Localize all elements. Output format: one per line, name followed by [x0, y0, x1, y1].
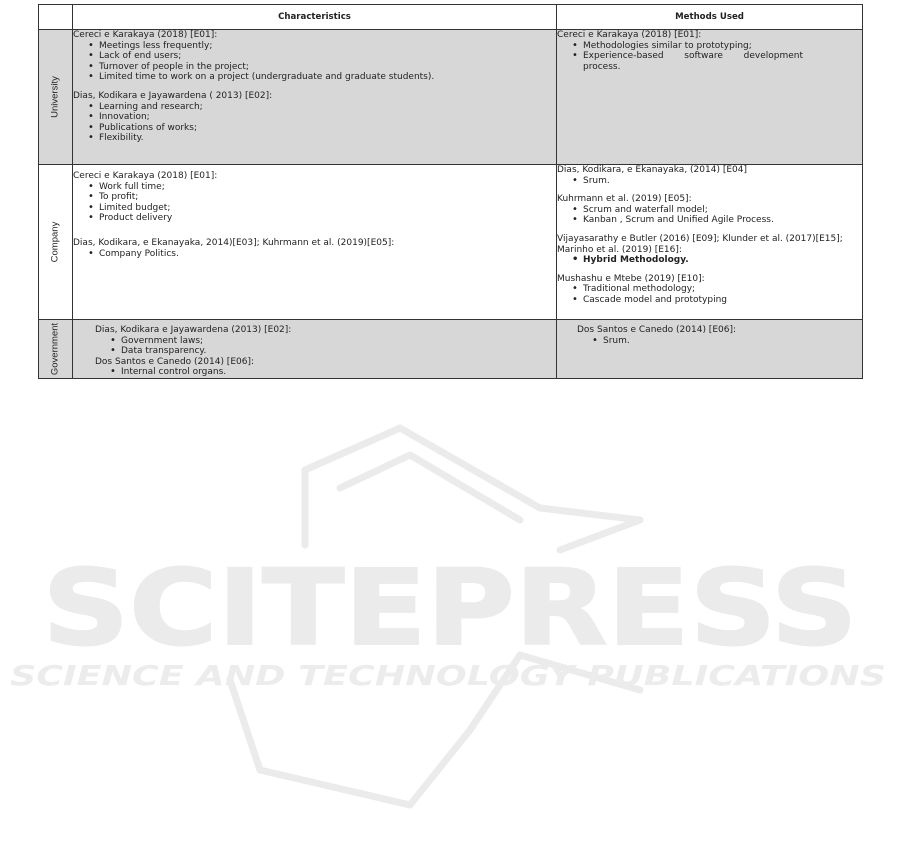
- methods-cell: [557, 30, 863, 165]
- list-item: • Data transparency.: [121, 346, 556, 357]
- characteristics-cell: [73, 30, 557, 165]
- list-item: • Company Politics.: [99, 249, 556, 260]
- methods-cell: [557, 165, 863, 320]
- bullet-list: [95, 367, 556, 378]
- reference-citation: Mushashu e Mtebe (2019) [E10]:: [557, 273, 705, 284]
- list-item: • Hybrid Methodology.: [583, 255, 862, 266]
- corner-cell: [39, 5, 73, 30]
- reference-citation: Cereci e Karakaya (2018) [E01]:: [73, 171, 218, 181]
- bullet-list: [73, 182, 556, 224]
- watermark-subtitle: SCIENCE AND TECHNOLOGY PUBLICATIONS: [10, 659, 886, 692]
- bullet-list: [557, 205, 862, 226]
- list-item: • Experience-based software development process.: [583, 51, 803, 72]
- list-item: • Kanban , Scrum and Unified Agile Process.: [583, 215, 862, 226]
- reference-citation: Cereci e Karakaya (2018) [E01]:: [557, 30, 702, 40]
- reference-block: [557, 165, 862, 186]
- row-label-university: University: [39, 30, 73, 165]
- list-item: • Flexibility.: [99, 133, 556, 144]
- watermark-title: SCITEPRESS: [42, 547, 858, 669]
- list-item: • Publications of works;: [99, 123, 556, 134]
- row-label-company: Company: [39, 165, 73, 320]
- reference-citation: Dias, Kodikara e Jayawardena (2013) [E02]:: [95, 325, 292, 335]
- reference-block: [95, 357, 556, 378]
- list-item: • Lack of end users;: [99, 51, 556, 62]
- book-logo-icon: [230, 428, 640, 805]
- reference-citation: Dias, Kodikara, e Ekanayaka, (2014) [E04]: [557, 165, 747, 175]
- reference-citation: Dos Santos e Canedo (2014) [E06]:: [95, 356, 255, 367]
- bullet-list: [73, 41, 556, 83]
- reference-citation: Kuhrmann et al. (2019) [E05]:: [557, 194, 692, 205]
- reference-citation: Vijayasarathy e Butler (2016) [E09]; Klunder et al. (2017)[E15]; Marinho et al. (2019) [E16]:: [557, 233, 843, 255]
- bullet-list: [557, 284, 862, 305]
- list-item: • Limited time to work on a project (undergraduate and graduate students).: [99, 72, 556, 83]
- bullet-list: [577, 336, 862, 347]
- bullet-list: [73, 102, 556, 144]
- bullet-list: [73, 249, 556, 260]
- summary-table: [38, 4, 863, 379]
- methods-cell: [557, 320, 863, 379]
- table-row-company: [39, 165, 863, 320]
- list-item: • To profit;: [99, 192, 556, 203]
- reference-block: [73, 238, 556, 259]
- reference-block: [73, 91, 556, 144]
- list-item: • Turnover of people in the project;: [99, 62, 556, 73]
- list-item: • Meetings less frequently;: [99, 41, 556, 52]
- list-item: • Srum.: [603, 336, 862, 347]
- reference-citation: Dias, Kodikara, e Ekanayaka, 2014)[E03]; Kuhrmann et al. (2019)[E05]:: [73, 237, 395, 248]
- list-item: • Innovation;: [99, 112, 556, 123]
- bullet-list: [557, 176, 862, 187]
- list-item: • Srum.: [583, 176, 862, 187]
- bullet-list: [557, 255, 862, 266]
- list-item: • Limited budget;: [99, 203, 556, 214]
- list-item: • Traditional methodology;: [583, 284, 862, 295]
- reference-block: [557, 194, 862, 226]
- reference-citation: Dias, Kodikara e Jayawardena ( 2013) [E02]:: [73, 90, 273, 101]
- bullet-list: [95, 336, 556, 357]
- reference-citation: Dos Santos e Canedo (2014) [E06]:: [577, 325, 737, 335]
- bullet-list: [557, 41, 803, 73]
- table-row-government: [39, 320, 863, 379]
- list-item: • Internal control organs.: [121, 367, 556, 378]
- reference-block: [95, 325, 556, 357]
- table-row-university: [39, 30, 863, 165]
- reference-citation: Cereci e Karakaya (2018) [E01]:: [73, 30, 218, 40]
- reference-block: [557, 30, 862, 72]
- header-methods: Methods Used: [557, 5, 863, 30]
- list-item: • Cascade model and prototyping: [583, 295, 862, 306]
- header-row: [39, 5, 863, 30]
- header-characteristics: Characteristics: [73, 5, 557, 30]
- reference-block: [73, 171, 556, 224]
- characteristics-cell: [73, 320, 557, 379]
- list-item: • Scrum and waterfall model;: [583, 205, 862, 216]
- reference-block: [557, 234, 862, 266]
- list-item: • Work full time;: [99, 182, 556, 193]
- row-label-government: Government: [39, 320, 73, 379]
- reference-block: [73, 30, 556, 83]
- list-item: • Methodologies similar to prototyping;: [583, 41, 803, 52]
- reference-block: [577, 325, 862, 346]
- list-item: • Learning and research;: [99, 102, 556, 113]
- list-item: • Government laws;: [121, 336, 556, 347]
- reference-block: [557, 274, 862, 306]
- characteristics-cell: [73, 165, 557, 320]
- list-item: • Product delivery: [99, 213, 556, 224]
